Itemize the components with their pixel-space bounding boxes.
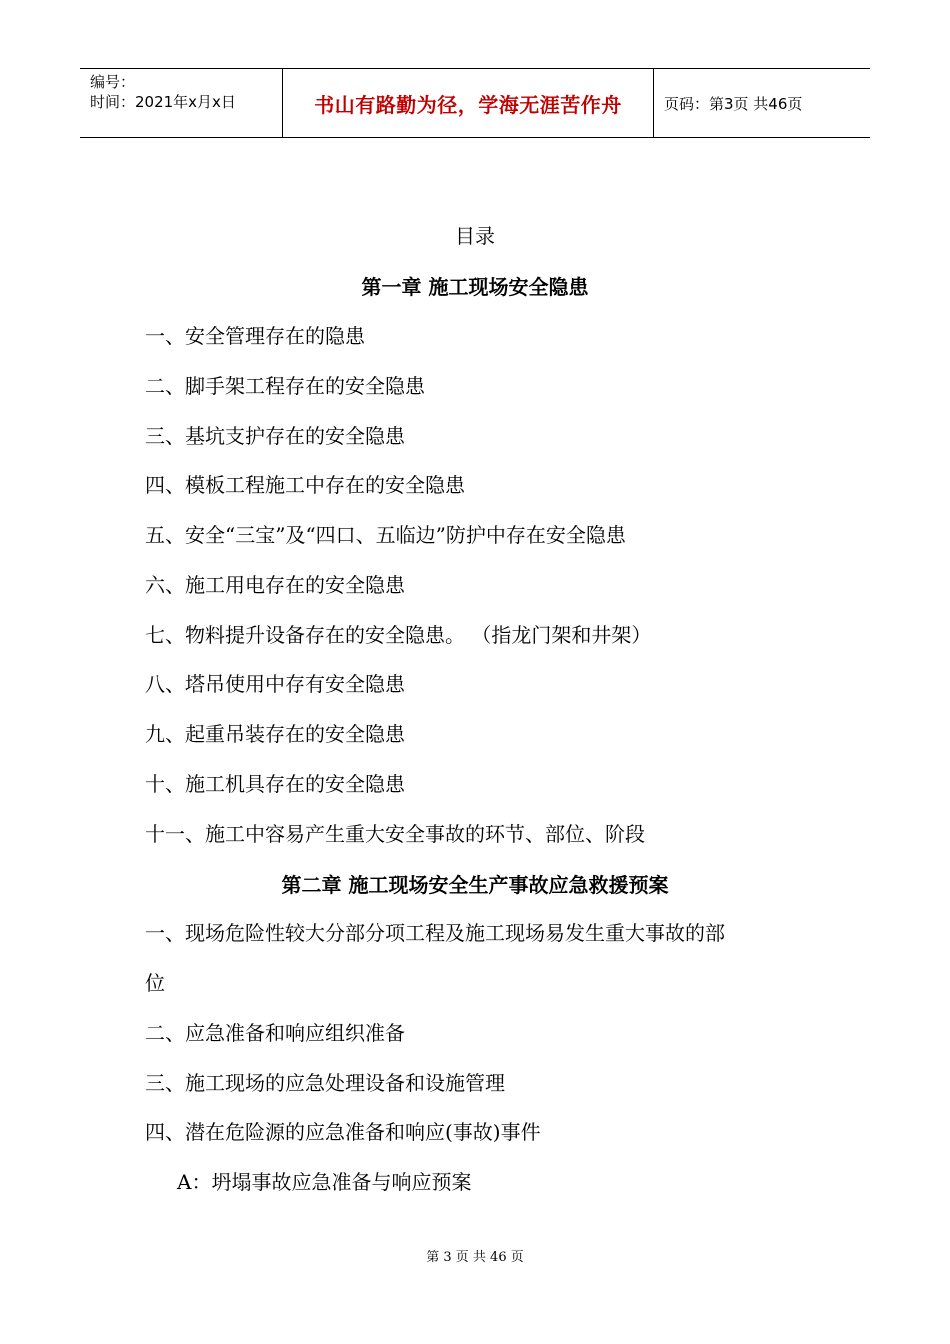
toc-item: 十一、施工中容易产生重大安全事故的环节、部位、阶段: [145, 822, 645, 846]
toc-item: 十、施工机具存在的安全隐患: [145, 772, 405, 796]
chapter-1-heading: 第一章 施工现场安全隐患: [361, 275, 589, 299]
header-meta: [80, 69, 282, 137]
toc-item: 四、模板工程施工中存在的安全隐患: [145, 473, 465, 497]
toc-title: 目录: [455, 224, 495, 248]
chapter-2-heading: 第二章 施工现场安全生产事故应急救援预案: [281, 873, 669, 897]
toc-item: 五、安全“三宝”及“四口、五临边”防护中存在安全隐患: [145, 523, 626, 547]
header-page-info: 页码：第3页 共46页: [664, 94, 803, 113]
page-footer: 第 3 页 共 46 页: [426, 1250, 524, 1265]
toc-item: 一、现场危险性较大分部分项工程及施工现场易发生重大事故的部: [145, 921, 725, 945]
toc-item: 六、施工用电存在的安全隐患: [145, 573, 405, 597]
toc-item: 二、脚手架工程存在的安全隐患: [145, 374, 425, 398]
header-motto: 书山有路勤为径，学海无涯苦作舟: [282, 69, 654, 137]
toc-item: 四、潜在危险源的应急准备和响应(事故)事件: [145, 1120, 541, 1144]
toc-item: 三、基坑支护存在的安全隐患: [145, 424, 405, 448]
document-number-label: 编号：: [90, 73, 136, 91]
toc-item: A：坍塌事故应急准备与响应预案: [177, 1170, 472, 1194]
toc-item: 位: [145, 971, 165, 995]
toc-item: 八、塔吊使用中存有安全隐患: [145, 672, 405, 696]
toc-item: 七、物料提升设备存在的安全隐患。 （指龙门架和井架）: [145, 623, 652, 647]
document-date: 时间：2021年x月x日: [90, 93, 236, 111]
toc-item: 三、施工现场的应急处理设备和设施管理: [145, 1071, 505, 1095]
toc-item: 二、应急准备和响应组织准备: [145, 1021, 405, 1045]
toc-item: 一、安全管理存在的隐患: [145, 324, 365, 348]
page-header: [80, 68, 870, 138]
toc-item: 九、起重吊装存在的安全隐患: [145, 722, 405, 746]
